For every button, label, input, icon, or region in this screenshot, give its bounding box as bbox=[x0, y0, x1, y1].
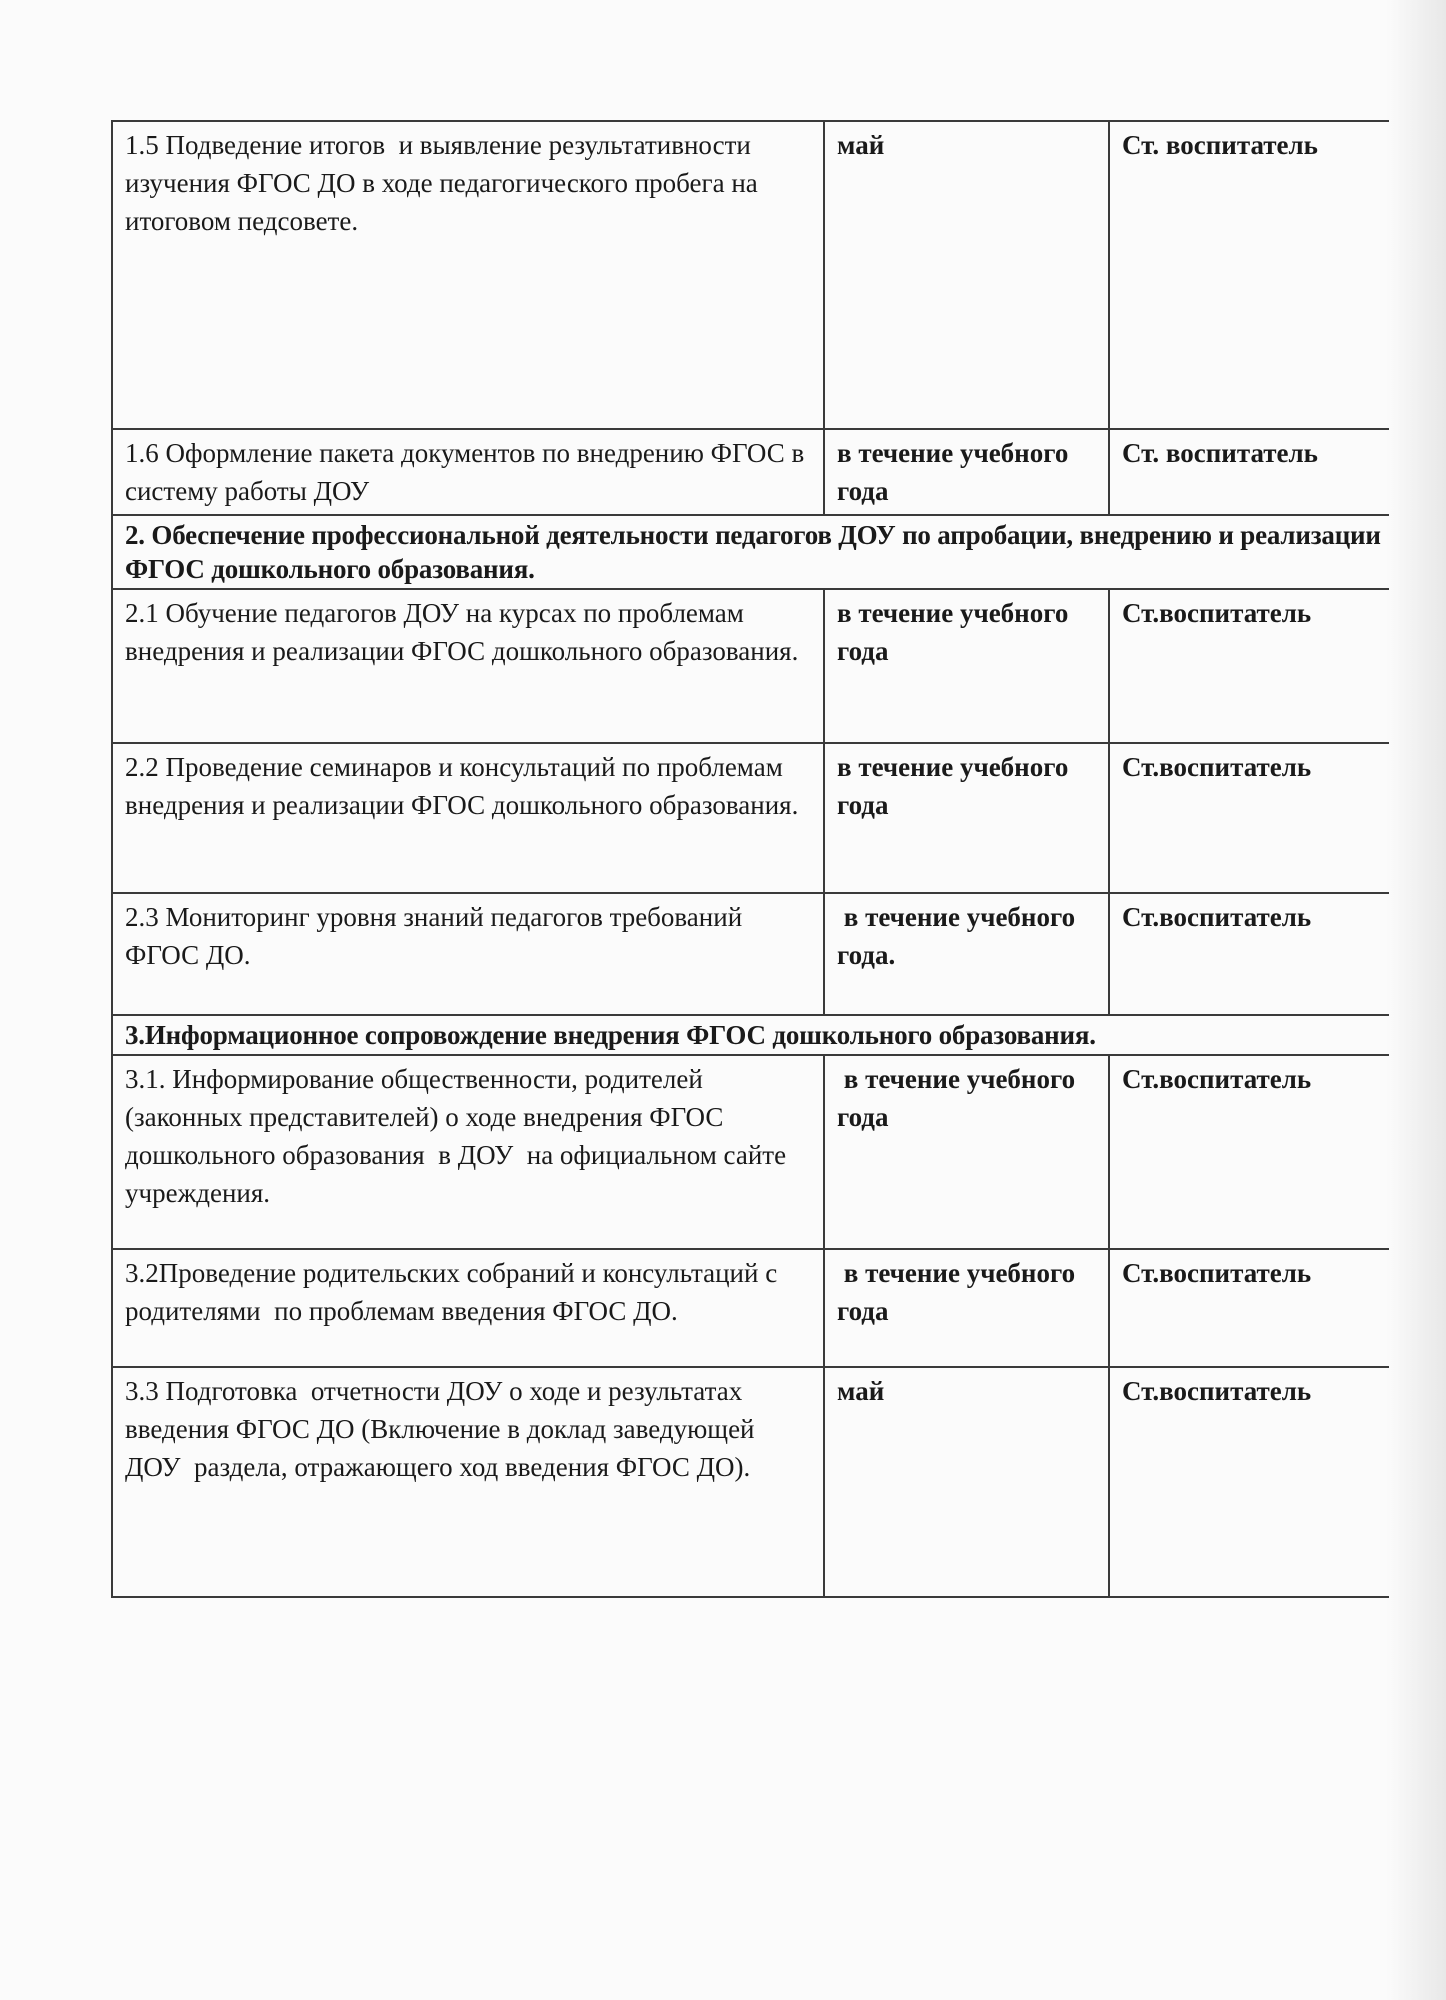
table-row bbox=[112, 1055, 1389, 1249]
term-cell bbox=[824, 743, 1109, 893]
responsible-cell bbox=[1109, 1249, 1389, 1367]
term-text: май bbox=[837, 1376, 885, 1406]
responsible-cell bbox=[1109, 1367, 1389, 1597]
term-cell bbox=[824, 1367, 1109, 1597]
responsible-text: Ст.воспитатель bbox=[1122, 598, 1312, 628]
table-row bbox=[112, 1249, 1389, 1367]
responsible-cell bbox=[1109, 589, 1389, 743]
responsible-text: Ст.воспитатель bbox=[1122, 752, 1312, 782]
table-row bbox=[112, 589, 1389, 743]
term-cell bbox=[824, 121, 1109, 429]
task-text: 1.5 Подведение итогов и выявление результативности изучения ФГОС ДО в ходе педагогического пробега на итоговом педсовете. bbox=[125, 130, 765, 236]
task-text: 2.1 Обучение педагогов ДОУ на курсах по проблемам внедрения и реализации ФГОС дошкольного образования. bbox=[125, 598, 799, 666]
task-cell bbox=[112, 121, 824, 429]
responsible-text: Ст.воспитатель bbox=[1122, 902, 1312, 932]
responsible-text: Ст.воспитатель bbox=[1122, 1376, 1312, 1406]
task-cell bbox=[112, 743, 824, 893]
responsible-cell bbox=[1109, 743, 1389, 893]
responsible-cell bbox=[1109, 1055, 1389, 1249]
responsible-cell bbox=[1109, 121, 1389, 429]
plan-table bbox=[111, 120, 1389, 1598]
term-text: в течение учебного года bbox=[837, 1064, 1082, 1132]
term-cell bbox=[824, 893, 1109, 1015]
term-text: в течение учебного года bbox=[837, 1258, 1082, 1326]
task-cell bbox=[112, 1055, 824, 1249]
section-row bbox=[112, 1015, 1389, 1055]
responsible-text: Ст.воспитатель bbox=[1122, 1258, 1312, 1288]
term-text: в течение учебного года bbox=[837, 598, 1069, 666]
term-cell bbox=[824, 1249, 1109, 1367]
term-cell bbox=[824, 429, 1109, 515]
table-row bbox=[112, 893, 1389, 1015]
task-text: 2.2 Проведение семинаров и консультаций по проблемам внедрения и реализации ФГОС дошкольного образования. bbox=[125, 752, 799, 820]
table-row bbox=[112, 429, 1389, 515]
task-cell bbox=[112, 429, 824, 515]
term-cell bbox=[824, 589, 1109, 743]
term-text: в течение учебного года bbox=[837, 752, 1069, 820]
task-text: 3.1. Информирование общественности, родителей (законных представителей) о ходе внедрения ФГОС дошкольного образования в ДОУ на официальном сайте учреждения. bbox=[125, 1064, 793, 1208]
task-text: 3.3 Подготовка отчетности ДОУ о ходе и результатах введения ФГОС ДО (Включение в доклад заведующей ДОУ раздела, отражающего ход введения ФГОС ДО). bbox=[125, 1376, 762, 1482]
responsible-cell bbox=[1109, 893, 1389, 1015]
term-cell bbox=[824, 1055, 1109, 1249]
table-row bbox=[112, 1367, 1389, 1597]
section-row bbox=[112, 515, 1389, 589]
term-text: в течение учебного года bbox=[837, 438, 1069, 506]
task-text: 1.6 Оформление пакета документов по внедрению ФГОС в систему работы ДОУ bbox=[125, 438, 811, 506]
task-text: 3.2Проведение родительских собраний и консультаций с родителями по проблемам введения ФГОС ДО. bbox=[125, 1258, 784, 1326]
table-row bbox=[112, 743, 1389, 893]
term-text: май bbox=[837, 130, 885, 160]
section-heading bbox=[112, 1015, 1389, 1055]
section-title: 3.Информационное сопровождение внедрения ФГОС дошкольного образования. bbox=[125, 1020, 1096, 1050]
responsible-text: Ст. воспитатель bbox=[1122, 130, 1318, 160]
responsible-cell bbox=[1109, 429, 1389, 515]
responsible-text: Ст. воспитатель bbox=[1122, 438, 1318, 468]
task-text: 2.3 Мониторинг уровня знаний педагогов требований ФГОС ДО. bbox=[125, 902, 749, 970]
term-text: в течение учебного года. bbox=[837, 902, 1082, 970]
task-cell bbox=[112, 893, 824, 1015]
task-cell bbox=[112, 589, 824, 743]
task-cell bbox=[112, 1367, 824, 1597]
task-cell bbox=[112, 1249, 824, 1367]
table-row bbox=[112, 121, 1389, 429]
responsible-text: Ст.воспитатель bbox=[1122, 1064, 1312, 1094]
page-edge-shadow bbox=[1386, 0, 1446, 2000]
section-title: 2. Обеспечение профессиональной деятельности педагогов ДОУ по апробации, внедрению и реализации ФГОС дошкольного образования. bbox=[125, 520, 1381, 584]
section-heading bbox=[112, 515, 1389, 589]
